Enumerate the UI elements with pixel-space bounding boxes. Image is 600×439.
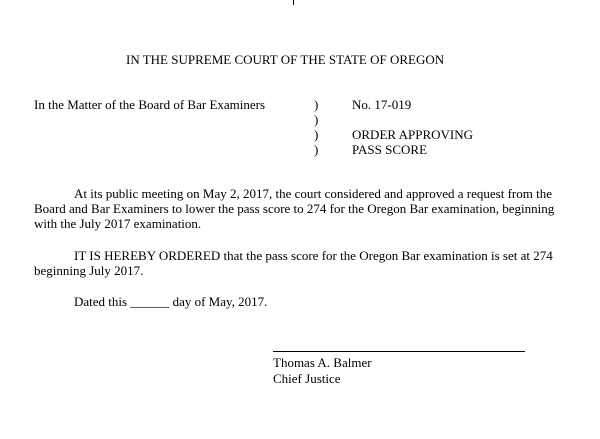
signature-name: Thomas A. Balmer <box>273 355 372 370</box>
body-paragraph-1: At its public meeting on May 2, 2017, the court considered and approved a request from the Board and Bar Examiners to lower the pass score to 274 for the Oregon Bar examination, beginning with the July 2017 examination. <box>34 186 555 231</box>
page-top-mark <box>293 0 294 5</box>
signature-line <box>273 351 525 352</box>
body-paragraph-2: IT IS HEREBY ORDERED that the pass score for the Oregon Bar examination is set at 274 beginning July 2017. <box>34 248 553 278</box>
dated-line: Dated this ______ day of May, 2017. <box>74 294 268 309</box>
caption-paren: ) <box>314 112 319 127</box>
caption-matter: In the Matter of the Board of Bar Examiners <box>34 97 266 112</box>
caption-paren: ) <box>314 142 319 157</box>
signature-title: Chief Justice <box>273 371 341 386</box>
order-title-line2: PASS SCORE <box>352 142 428 157</box>
caption-paren: ) <box>314 97 319 112</box>
order-title-line1: ORDER APPROVING <box>352 127 473 142</box>
court-heading: IN THE SUPREME COURT OF THE STATE OF OREGON <box>126 52 445 67</box>
caption-paren: ) <box>314 127 319 142</box>
case-number: No. 17-019 <box>352 97 412 112</box>
